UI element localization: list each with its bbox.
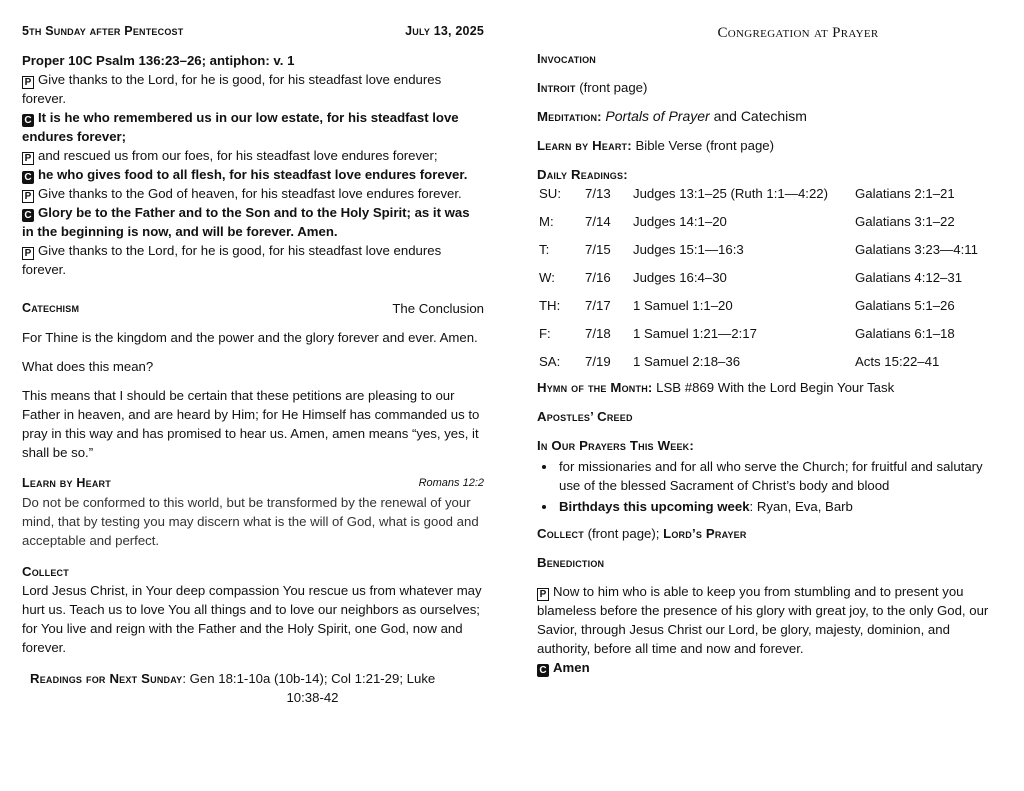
- reading-date: 7/18: [585, 326, 611, 341]
- reading-date: 7/15: [585, 242, 611, 257]
- reading-nt: Galatians 2:1–21: [855, 186, 955, 201]
- left-column: [22, 22, 484, 707]
- reading-day: F:: [539, 326, 551, 341]
- page-title: Congregation at Prayer: [717, 25, 879, 41]
- catechism-part: The Conclusion: [392, 301, 484, 316]
- next-readings-label: Readings for Next Sunday: [30, 671, 183, 686]
- reading-ot: Judges 13:1–25 (Ruth 1:1—4:22): [633, 186, 829, 201]
- sunday-name: 5th Sunday after Pentecost: [22, 24, 184, 38]
- benediction-amen: C Amen: [537, 658, 999, 677]
- invocation-heading: Invocation: [537, 51, 596, 66]
- catechism-text: For Thine is the kingdom and the power and the glory forever and ever. Amen.: [22, 330, 478, 345]
- pastor-icon: P: [22, 152, 34, 165]
- table-row: [539, 352, 978, 380]
- table-row: [539, 268, 978, 296]
- catechism-heading: Catechism: [22, 301, 80, 315]
- psalm-line: P and rescued us from our foes, for his steadfast love endures forever;: [22, 146, 484, 165]
- psalm-responsive: [22, 70, 484, 279]
- pastor-icon: P: [22, 247, 34, 260]
- pastor-icon: P: [22, 76, 34, 89]
- next-readings-line2: 10:38-42: [286, 690, 339, 705]
- reading-date: 7/16: [585, 270, 611, 285]
- congregation-icon: C: [22, 171, 34, 184]
- table-row: [539, 324, 978, 352]
- hymn-line: Hymn of the Month: LSB #869 With the Lord Begin Your Task: [537, 380, 895, 395]
- catechism-question: What does this mean?: [22, 359, 154, 374]
- congregation-icon: C: [537, 664, 549, 677]
- learn-heading: Learn by Heart: [22, 476, 111, 490]
- pastor-icon: P: [537, 588, 549, 601]
- congregation-icon: C: [22, 114, 34, 127]
- daily-readings-heading: Daily Readings:: [537, 167, 628, 182]
- psalm-line: C he who gives food to all flesh, for his steadfast love endures forever.: [22, 165, 484, 184]
- pastor-icon: P: [22, 190, 34, 203]
- reading-date: 7/19: [585, 354, 611, 369]
- reading-day: SA:: [539, 354, 561, 369]
- table-row: [539, 212, 978, 240]
- sunday-date: July 13, 2025: [405, 24, 484, 38]
- benediction-text: P Now to him who is able to keep you from stumbling and to present you blameless before the presence of his glory with great joy, to the only God, our Savior, through Jesus Christ our Lord, be glory, majesty, dominion, and authority, before all time and now and forever.: [537, 584, 989, 656]
- collect-heading: Collect: [22, 564, 69, 579]
- congregation-icon: C: [22, 209, 34, 222]
- reading-date: 7/13: [585, 186, 611, 201]
- list-item: • Birthdays this upcoming week: Ryan, Eva, Barb: [557, 497, 999, 516]
- table-row: [539, 296, 978, 324]
- reading-nt: Galatians 3:23—4:11: [855, 242, 978, 257]
- catechism-header: [22, 299, 484, 318]
- prayers-heading: In Our Prayers This Week:: [537, 438, 694, 453]
- reading-ot: 1 Samuel 1:1–20: [633, 298, 733, 313]
- reading-day: W:: [539, 270, 555, 285]
- reading-day: SU:: [539, 186, 561, 201]
- reading-day: T:: [539, 242, 550, 257]
- table-row: [539, 240, 978, 268]
- bulletin-header: [22, 22, 484, 41]
- proper-heading: Proper 10C Psalm 136:23–26; antiphon: v. 1: [22, 53, 295, 68]
- learn-reference: Romans 12:2: [418, 477, 484, 489]
- daily-readings-table: [539, 184, 978, 380]
- introit-line: Introit (front page): [537, 80, 648, 95]
- table-row: [539, 184, 978, 212]
- reading-day: M:: [539, 214, 554, 229]
- reading-day: TH:: [539, 298, 561, 313]
- reading-ot: Judges 15:1—16:3: [633, 242, 744, 257]
- collect-line: Collect (front page); Lord’s Prayer: [537, 526, 747, 541]
- learn-verse: Do not be conformed to this world, but be transformed by the renewal of your mind, that by testing you may discern what is the will of God, what is good and acceptable and perfect.: [22, 495, 479, 548]
- reading-ot: Judges 16:4–30: [633, 270, 727, 285]
- learn-line: Learn by Heart: Bible Verse (front page): [537, 138, 775, 153]
- learn-header: [22, 474, 484, 493]
- reading-ot: 1 Samuel 1:21—2:17: [633, 326, 757, 341]
- psalm-line: P Give thanks to the Lord, for he is good, for his steadfast love endures forever.: [22, 243, 442, 277]
- benediction-heading: Benediction: [537, 555, 605, 570]
- reading-ot: Judges 14:1–20: [633, 214, 727, 229]
- prayers-list: [537, 457, 999, 516]
- reading-ot: 1 Samuel 2:18–36: [633, 354, 741, 369]
- list-item: • for missionaries and for all who serve the Church; for fruitful and salutary use of the blessed Sacrament of Christ’s body and blood: [557, 457, 999, 495]
- reading-nt: Galatians 3:1–22: [855, 214, 955, 229]
- collect-text: Lord Jesus Christ, in Your deep compassion You rescue us from whatever may hurt us. Teach us to love You all things and to love our neighbors as ourselves; for You live and reign with the Father and the Holy Spirit, one God, now and forever.: [22, 583, 482, 655]
- next-readings: Readings for Next Sunday: Gen 18:1-10a (10b-14); Col 1:21-29; Luke 10:38-42: [30, 671, 436, 705]
- reading-nt: Acts 15:22–41: [855, 354, 940, 369]
- creed-heading: Apostles’ Creed: [537, 409, 633, 424]
- psalm-line: C Glory be to the Father and to the Son and to the Holy Spirit; as it was in the beginning is now, and will be forever. Amen.: [22, 205, 470, 239]
- catechism-answer: This means that I should be certain that these petitions are pleasing to our Father in heaven, and are heard by Him; for He Himself has commanded us to pray in this way and has promised to hear us. Amen, amen means “yes, yes, it shall be so.”: [22, 388, 480, 460]
- reading-nt: Galatians 6:1–18: [855, 326, 955, 341]
- reading-nt: Galatians 5:1–26: [855, 298, 955, 313]
- meditation-line: Meditation: Portals of Prayer and Catechism: [537, 108, 807, 124]
- psalm-line: P Give thanks to the God of heaven, for his steadfast love endures forever.: [22, 184, 484, 203]
- reading-date: 7/14: [585, 214, 611, 229]
- reading-date: 7/17: [585, 298, 611, 313]
- psalm-line: P Give thanks to the Lord, for he is good, for his steadfast love endures forever.: [22, 72, 442, 106]
- psalm-line: C It is he who remembered us in our low estate, for his steadfast love endures forever;: [22, 110, 459, 144]
- reading-nt: Galatians 4:12–31: [855, 270, 963, 285]
- next-readings-line1: Gen 18:1-10a (10b-14); Col 1:21-29; Luke: [189, 671, 436, 686]
- right-column: [537, 24, 999, 677]
